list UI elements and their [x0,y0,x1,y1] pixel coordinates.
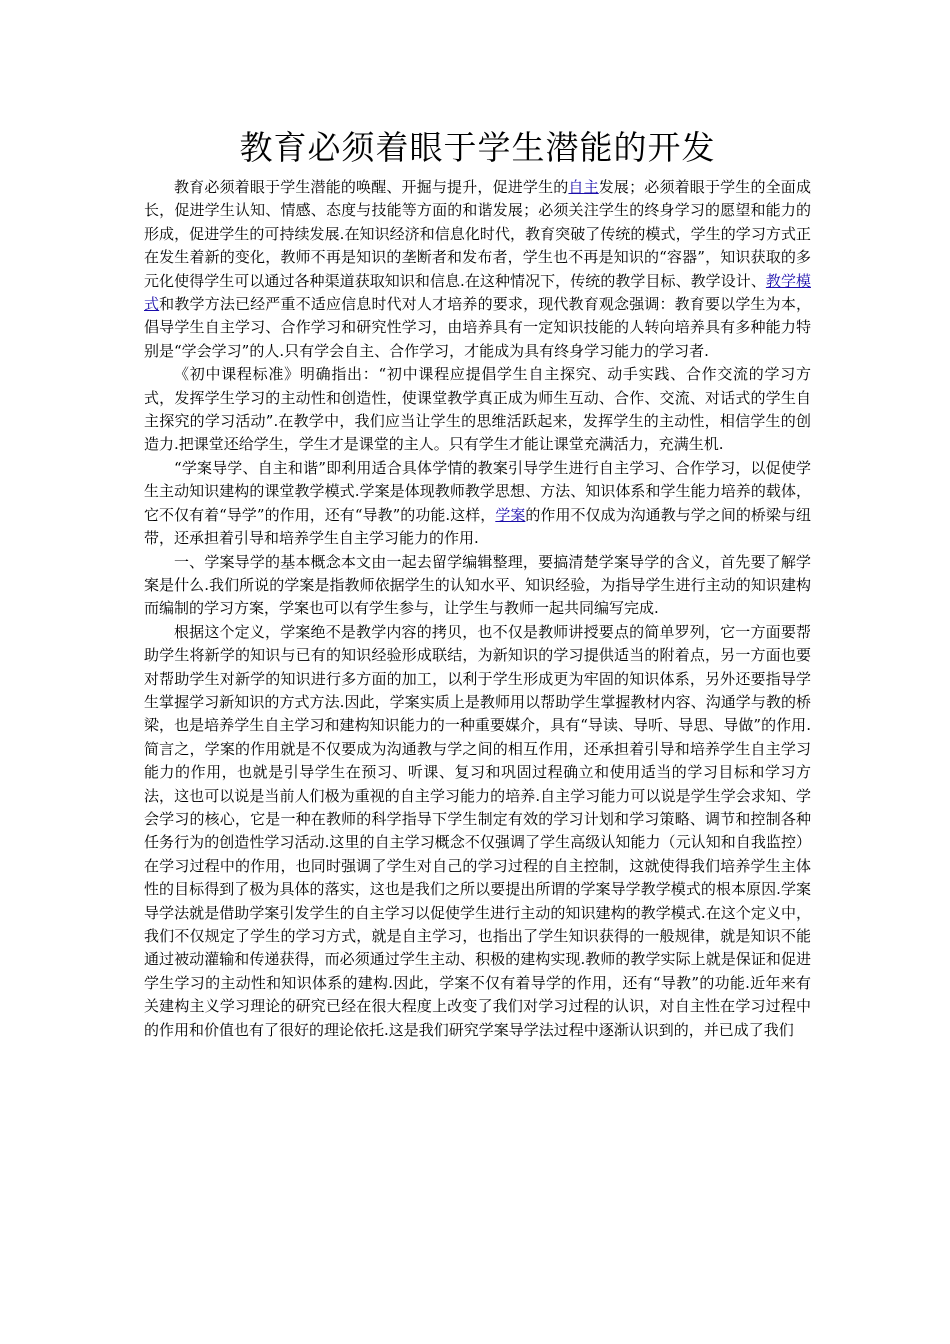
paragraph-3 [144,457,811,551]
paragraph-5: 根据这个定义，学案绝不是教学内容的拷贝，也不仅是教师讲授要点的简单罗列，它一方面要帮助学生将新学的知识与已有的知识经验形成联结，为新知识的学习提供适当的附着点，另一方面也要对帮助学生对新学的知识进行多方面的加工，以利于学生形成更为牢固的知识体系，另外还要指导学生掌握学习新知识的方式方法.因此，学案实质上是教师用以帮助学生掌握教材内容、沟通学与教的桥梁，也是培养学生自主学习和建构知识能力的一种重要媒介，具有“导读、导听、导思、导做”的作用.简言之，学案的作用就是不仅要成为沟通教与学之间的相互作用，还承担着引导和培养学生自主学习能力的作用，也就是引导学生在预习、听课、复习和巩固过程确立和使用适当的学习目标和学习方法，这也可以说是当前人们极为重视的自主学习能力的培养.自主学习能力可以说是学生学会求知、学会学习的核心，它是一种在教师的科学指导下学生制定有效的学习计划和学习策略、调节和控制各种任务行为的创造性学习活动.这里的自主学习概念不仅强调了学生高级认知能力（元认知和自我监控）在学习过程中的作用，也同时强调了学生对自己的学习过程的自主控制，这就使得我们培养学生主体性的目标得到了极为具体的落实，这也是我们之所以要提出所谓的学案导学教学模式的根本原因.学案导学法就是借助学案引发学生的自主学习以促使学生进行主动的知识建构的教学模式.在这个定义中，我们不仅规定了学生的学习方式，就是自主学习，也指出了学生知识获得的一般规律，就是知识不能通过被动灌输和传递获得，而必须通过学生主动、积极的建构实现.教师的教学实际上就是保证和促进学生学习的主动性和知识体系的建构.因此，学案不仅有着导学的作用，还有“导教”的功能.近年来有关建构主义学习理论的研究已经在很大程度上改变了我们对学习过程的认识，对自主性在学习过程中的作用和价值也有了很好的理论依托.这是我们研究学案导学法过程中逐渐认识到的，并已成了我们 [144,622,811,1039]
paragraph-1-text-a: 教育必须着眼于学生潜能的唤醒、开掘与提升，促进学生的 [174,178,569,196]
paragraph-4: 一、学案导学的基本概念本文由一起去留学编辑整理，要搞清楚学案导学的含义，首先要了解学案是什么.我们所说的学案是指教师依据学生的认知水平、知识经验，为指导学生进行主动的知识建构而编制的学习方案，学案也可以有学生参与，让学生与教师一起共同编写完成. [144,552,811,618]
paragraph-3-text-a: “学案导学、自主和谐”即利用适合具体学情的教案引导学生进行自主学习、合作学习，以促使学生主动知识建构的课堂教学模式.学案是体现教师教学思想、方法、知识体系和学生能力培养的载体，它不仅有着“导学”的作用，还有“导教”的功能.这样， [144,458,811,524]
link-xuean[interactable]: 学案 [495,505,526,524]
paragraph-3-text-b: 的作用不仅成为沟通教与学之间的桥梁与纽带，还承担着引导和培养学生自主学习能力的作用. [144,505,811,548]
paragraph-1-text-b: 发展；必须着眼于学生的全面成长，促进学生认知、情感、态度与技能等方面的和谐发展；必须关注学生的终身学习的愿望和能力的形成，促进学生的可持续发展.在知识经济和信息化时代，教育突破了传统的模式，学生的学习方式正在发生着新的变化，教师不再是知识的垄断者和发布者，学生也不再是知识的“容器”，知识获取的多元化使得学生可以通过各种渠道获取知识和信息.在这种情况下，传统的教学目标、教学设计、 [144,178,811,290]
paragraph-1-text-c: 和教学方法已经严重不适应信息时代对人才培养的要求，现代教育观念强调：教育要以学生为本，倡导学生自主学习、合作学习和研究性学习，由培养具有一定知识技能的人转向培养具有多种能力特别是“学会学习”的人.只有学会自主、合作学习，才能成为具有终身学习能力的学习者. [144,295,811,360]
link-zizhu[interactable]: 自主 [568,178,599,196]
document-title: 教育必须着眼于学生潜能的开发 [239,128,716,167]
paragraph-1 [144,176,811,363]
document-page [144,120,811,1042]
link-jiaoxue-moshi[interactable]: 教学模式 [144,271,811,314]
paragraph-2: 《初中课程标准》明确指出：“初中课程应提倡学生自主探究、动手实践、合作交流的学习方式，发挥学生学习的主动性和创造性，使课堂教学真正成为师生互动、合作、交流、对话式的学生自主探究的学习活动”.在教学中，我们应当让学生的思维活跃起来，发挥学生的主动性，相信学生的创造力.把课堂还给学生，学生才是课堂的主人。只有学生才能让课堂充满活力，充满生机. [144,365,811,454]
